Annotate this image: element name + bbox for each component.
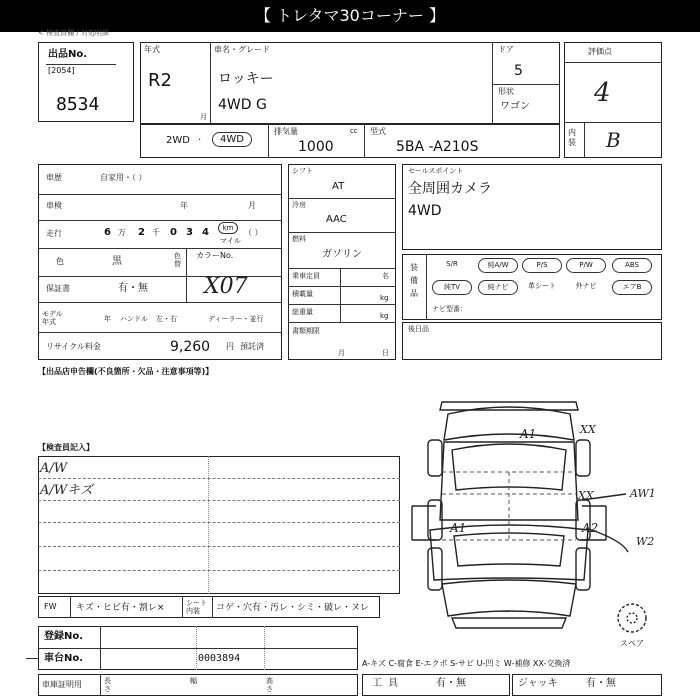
auction-sheet-banner: 【 トレタマ30コーナー 】 bbox=[0, 0, 700, 32]
divider bbox=[288, 268, 396, 269]
equipment-item: P/W bbox=[566, 258, 606, 273]
vehicle-header-box bbox=[140, 42, 560, 124]
divider bbox=[70, 596, 71, 618]
doors-label: ドア bbox=[498, 45, 514, 54]
divider bbox=[364, 124, 365, 158]
equipment-item: P/S bbox=[522, 258, 562, 273]
garage-label: 車庫証明用 bbox=[42, 680, 82, 689]
shift-value: AT bbox=[332, 181, 345, 192]
lot-number: 8534 bbox=[56, 94, 100, 115]
model-label: 車名・グレード bbox=[214, 45, 270, 54]
registration-label: 登録No. bbox=[44, 631, 84, 642]
model-year-unit: 年 bbox=[104, 315, 111, 323]
equipment-item: S/R bbox=[446, 260, 458, 268]
divider bbox=[38, 194, 282, 195]
score-label: 評価点 bbox=[588, 47, 612, 56]
damage-a1-hood: A1 bbox=[520, 427, 537, 441]
tools-label: 工具 bbox=[372, 678, 404, 689]
divider bbox=[186, 248, 187, 302]
inspector-notes-box bbox=[38, 456, 400, 594]
equipment-item: 純TV bbox=[432, 280, 472, 295]
body-shape-label: 形状 bbox=[498, 87, 514, 96]
color-label: 色 bbox=[56, 257, 64, 266]
displacement-label: 排気量 bbox=[274, 127, 298, 136]
divider bbox=[340, 268, 341, 322]
divider bbox=[196, 626, 197, 670]
year-value: R2 bbox=[148, 70, 172, 91]
equipment-item: エアB bbox=[612, 280, 652, 295]
model-year-label: モデル年式 bbox=[42, 310, 63, 327]
sales-point-line1: 全周囲カメラ bbox=[408, 181, 492, 197]
damage-legend: A-キズ C-腐食 E-エクボ S-サビ U-凹ミ W-補修 XX-交換済 bbox=[362, 659, 571, 668]
garage-row bbox=[38, 674, 358, 696]
divider bbox=[264, 626, 265, 670]
shift-label: シフト bbox=[292, 167, 313, 175]
dealer-value: ディーラー・並行 bbox=[208, 315, 264, 323]
load-label: 積載量 bbox=[292, 290, 313, 298]
lot-label-underline bbox=[46, 64, 116, 65]
mileage-digit: 0 bbox=[170, 227, 177, 238]
history-label: 車歴 bbox=[46, 173, 62, 182]
garage-height: 高さ bbox=[266, 677, 273, 693]
divider bbox=[38, 332, 282, 333]
mileage-unit-man: 万 bbox=[118, 228, 126, 237]
ac-label: 冷房 bbox=[292, 201, 306, 209]
equipment-item: 純A/W bbox=[478, 258, 518, 273]
chassis-value: 0003894 bbox=[198, 653, 241, 664]
fuel-label: 燃料 bbox=[292, 235, 306, 243]
divider bbox=[564, 122, 662, 123]
recycle-label: リサイクル料金 bbox=[46, 342, 101, 351]
deadline-month: 月 bbox=[338, 349, 345, 357]
year-month-label: 月 bbox=[200, 113, 207, 121]
drive-4wd-circled: 4WD bbox=[212, 132, 252, 147]
spare-tire-label: スペア bbox=[620, 639, 644, 648]
divider bbox=[210, 42, 211, 124]
later-items-label: 後日品 bbox=[408, 325, 429, 333]
damage-a2-right: A2 bbox=[582, 521, 599, 535]
inspector-label: 【検査員記入】 bbox=[38, 443, 94, 452]
mileage-label: 走行 bbox=[46, 229, 62, 238]
doors-value: 5 bbox=[514, 63, 523, 79]
mileage-paren: （ ） bbox=[244, 228, 263, 237]
lot-stamp: [2054] bbox=[48, 66, 75, 75]
divider bbox=[268, 124, 269, 158]
pen-mark bbox=[26, 658, 38, 659]
model-name: ロッキー bbox=[218, 71, 274, 87]
recycle-status: 預託済 bbox=[240, 342, 264, 351]
divider bbox=[564, 62, 662, 63]
inspection-label: 車検 bbox=[46, 201, 62, 210]
divider bbox=[288, 232, 396, 233]
fuel-value: ガソリン bbox=[322, 249, 362, 260]
handle-label: ハンドル bbox=[120, 315, 148, 323]
warranty-value: 有・無 bbox=[118, 283, 148, 294]
model-code-label: 型式 bbox=[370, 127, 386, 136]
divider bbox=[100, 674, 101, 696]
color-change-label: 色替 bbox=[174, 252, 181, 269]
equipment-item: 純ナビ bbox=[478, 280, 518, 295]
navi-model-label: ナビ型番： bbox=[432, 305, 467, 313]
equipment-item: ABS bbox=[612, 258, 652, 273]
divider bbox=[288, 198, 396, 199]
deadline-day: 日 bbox=[382, 349, 389, 357]
inspector-note-2: A/Wキズ bbox=[40, 483, 93, 498]
mileage-unit-sen: 千 bbox=[152, 228, 160, 237]
fw-items: キズ・ヒビ有・割レ× bbox=[76, 603, 165, 613]
divider bbox=[100, 626, 101, 670]
damage-w2: W2 bbox=[636, 535, 655, 548]
equipment-item: 外ナビ bbox=[575, 282, 597, 290]
garage-length: 長さ bbox=[104, 677, 111, 693]
displacement-value: 1000 bbox=[298, 139, 334, 155]
divider bbox=[182, 596, 183, 618]
jack-label: ジャッキ bbox=[518, 678, 558, 689]
displacement-unit: cc bbox=[350, 127, 358, 135]
equipment-item: 革シート bbox=[528, 282, 556, 290]
capacity-unit: 名 bbox=[382, 272, 389, 280]
mileage-mile: マイル bbox=[220, 237, 241, 245]
divider bbox=[38, 220, 282, 221]
damage-xx-front: XX bbox=[580, 423, 596, 436]
garage-width: 幅 bbox=[190, 677, 197, 685]
divider bbox=[288, 304, 396, 305]
color-value: 黒 bbox=[112, 256, 122, 267]
ac-value: AAC bbox=[326, 214, 347, 225]
tools-value: 有・無 bbox=[436, 678, 466, 689]
divider bbox=[212, 596, 213, 618]
inspection-year: 年 bbox=[180, 201, 188, 210]
divider bbox=[288, 322, 396, 323]
sales-point-line2: 4WD bbox=[408, 203, 442, 219]
load-unit: kg bbox=[380, 294, 389, 302]
year-label: 年式 bbox=[144, 45, 160, 54]
recycle-value: 9,260 bbox=[170, 339, 211, 355]
seat-items: コゲ・穴有・汚レ・シミ・破レ・ヌレ bbox=[216, 603, 370, 613]
chassis-label: 車台No. bbox=[44, 653, 84, 664]
mileage-digit: 3 bbox=[186, 227, 193, 238]
divider bbox=[208, 456, 209, 594]
gross-label: 総重量 bbox=[292, 308, 313, 316]
divider bbox=[426, 254, 427, 320]
mileage-digit: 6 bbox=[104, 227, 111, 238]
warranty-label: 保証書 bbox=[46, 284, 70, 293]
declaration-label: 【出品店申告欄(不良箇所・欠品・注意事項等)】 bbox=[38, 367, 214, 376]
history-value: 自家用・（ ） bbox=[100, 173, 147, 182]
body-shape-value: ワゴン bbox=[500, 101, 530, 112]
jack-value: 有・無 bbox=[586, 678, 616, 689]
mileage-km-circled: km bbox=[218, 222, 238, 234]
later-items-box bbox=[402, 322, 662, 360]
cropped-header-text: < 検査員欄 / 対処明細 bbox=[38, 29, 109, 37]
damage-a1-left: A1 bbox=[450, 521, 467, 535]
divider bbox=[492, 84, 560, 85]
mileage-digit: 2 bbox=[138, 227, 145, 238]
inspector-note-1: A/W bbox=[40, 461, 68, 476]
interior-label: 内装 bbox=[568, 128, 576, 148]
damage-aw1: AW1 bbox=[630, 487, 656, 500]
divider bbox=[38, 648, 358, 649]
lot-label: 出品No. bbox=[48, 49, 88, 60]
capacity-label: 乗車定員 bbox=[292, 272, 320, 280]
seat-label: シート内装 bbox=[186, 599, 207, 616]
color-code-value: X07 bbox=[204, 274, 248, 299]
recycle-unit: 円 bbox=[226, 342, 234, 351]
equipment-label: 装備品 bbox=[410, 263, 418, 298]
interior-value: B bbox=[606, 128, 621, 152]
gross-unit: kg bbox=[380, 312, 389, 320]
inspection-month: 月 bbox=[248, 201, 256, 210]
fw-label: FW bbox=[44, 602, 57, 611]
mileage-digit: 4 bbox=[202, 227, 209, 238]
divider bbox=[38, 248, 282, 249]
divider bbox=[288, 286, 396, 287]
sales-point-label: セールスポイント bbox=[408, 167, 464, 175]
drive-2wd: 2WD bbox=[166, 135, 190, 146]
model-grade: 4WD G bbox=[218, 97, 267, 113]
divider bbox=[584, 122, 585, 158]
damage-xx-side: XX bbox=[578, 489, 594, 502]
divider bbox=[492, 42, 493, 124]
score-value: 4 bbox=[594, 78, 611, 108]
deadline-label: 書類期限 bbox=[292, 327, 320, 335]
car-damage-diagram bbox=[408, 380, 670, 650]
divider bbox=[38, 302, 282, 303]
model-code-value: 5BA -A210S bbox=[396, 139, 479, 155]
handle-value: 左・右 bbox=[156, 315, 177, 323]
color-code-label: カラーNo. bbox=[196, 251, 234, 260]
